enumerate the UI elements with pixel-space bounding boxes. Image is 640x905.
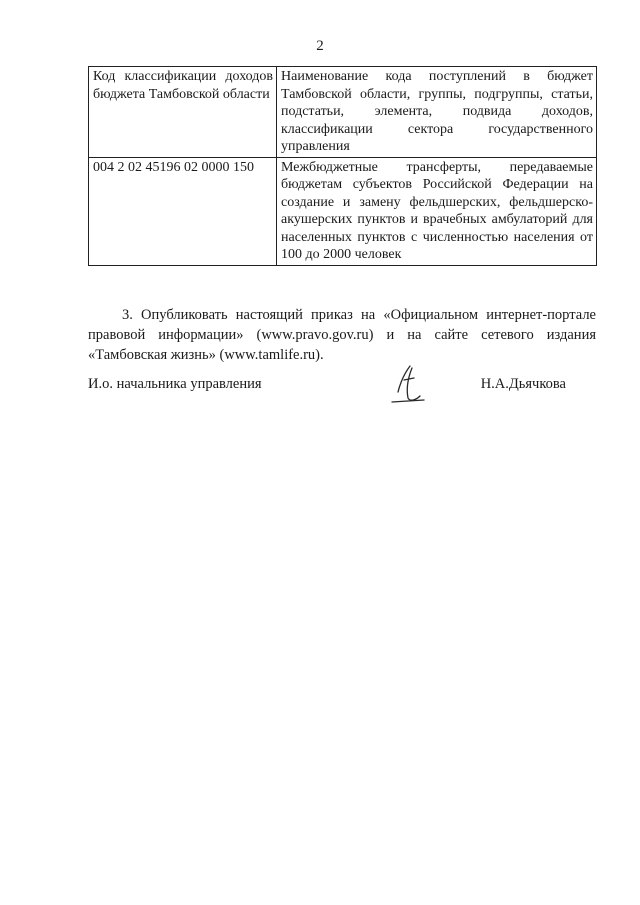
handwritten-signature <box>384 362 428 404</box>
income-code-cell: 004 2 02 45196 02 0000 150 <box>89 157 277 265</box>
table-row <box>89 157 597 265</box>
signatory-title: И.о. начальника управления <box>88 376 262 392</box>
table-header-row <box>89 67 597 158</box>
header-name-column: Наименование кода поступлений в бюджет Тамбовской области, группы, подгруппы, статьи, подстатьи, элемента, подвида доходов, классификации сектора государственного управления <box>277 67 597 158</box>
signature-block <box>88 376 596 404</box>
header-code-column: Код классификации доходов бюджета Тамбовской области <box>89 67 277 158</box>
income-name-cell: Межбюджетные трансферты, передаваемые бюджетам субъектов Российской Федерации на создание и замену фельдшерских, фельдшерско-акушерских пунктов и врачебных амбулаторий для населенных пунктов с численностью населения от 100 до 2000 человек <box>277 157 597 265</box>
publication-paragraph: 3. Опубликовать настоящий приказ на «Официальном интернет-портале правовой информации» (www.pravo.gov.ru) и на сайте сетевого издания «Тамбовская жизнь» (www.tamlife.ru). <box>88 306 596 363</box>
signatory-name: Н.А.Дьячкова <box>480 376 566 392</box>
page-number: 2 <box>316 38 324 54</box>
classification-table <box>88 66 597 266</box>
